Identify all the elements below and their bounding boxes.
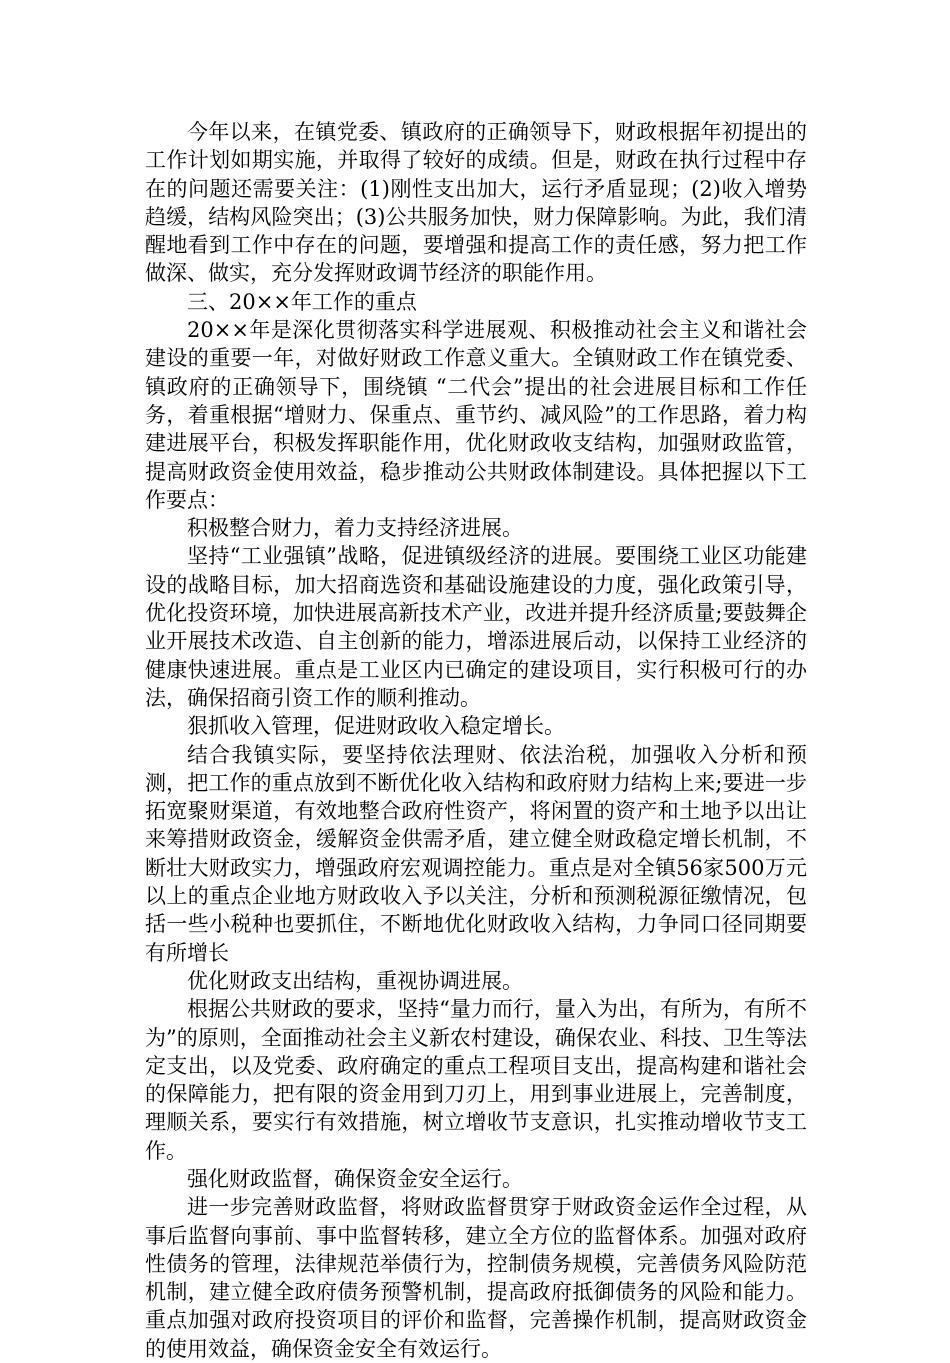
paragraph-year-overview: 20××年是深化贯彻落实科学进展观、积极推动社会主义和谐社会建设的重要一年，对做好财政工作意义重大。全镇财政工作在镇党委、镇政府的正确领导下，围绕镇 “二代会”提出的社会进展目标和工作任务，着重根据“增财力、保重点、重节约、减风险”的工作思路，着力构建进展平台，积极发挥职能作用，优化财政收支结构，加强财政监管，提高财政资金使用效益，稳步推动公共财政体制建设。具体把握以下工作要点： [145, 318, 807, 512]
section-heading-key-points: 三、20××年工作的重点 [187, 289, 417, 314]
paragraph-financial-supervision: 进一步完善财政监督，将财政监督贯穿于财政资金运作全过程，从事后监督向事前、事中监督转移，建立全方位的监督体系。加强对政府性债务的管理，法律规范举债行为，控制债务规模，完善债务风险防范机制，建立健全政府债务预警机制，提高政府抵御债务的风险和能力。重点加强对政府投资项目的评价和监督，完善操作机制，提高财政资金的使用效益，确保资金安全有效运行。 [145, 1195, 807, 1361]
subheading-integrate-finance: 积极整合财力，着力支持经济进展。 [187, 516, 523, 541]
paragraph-problems-summary: 今年以来，在镇党委、镇政府的正确领导下，财政根据年初提出的工作计划如期实施，并取得了较好的成绩。但是，财政在执行过程中存在的问题还需要关注：(1)刚性支出加大，运行矛盾显现；(2)收入增势趋缓，结构风险突出；(3)公共服务加快，财力保障影响。为此，我们清醒地看到工作中存在的问题，要增强和提高工作的责任感，努力把工作做深、做实，充分发挥财政调节经济的职能作用。 [145, 120, 807, 286]
paragraph-industry-strategy: 坚持“工业强镇”战略，促进镇级经济的进展。要围绕工业区功能建设的战略目标，加大招商选资和基础设施建设的力度，强化政策引导，优化投资环境，加快进展高新技术产业，改进并提升经济质量;要鼓舞企业开展技术改造、自主创新的能力，增添进展后动，以保持工业经济的健康快速进展。重点是工业区内已确定的建设项目，实行积极可行的办法，确保招商引资工作的顺利推动。 [145, 544, 807, 710]
paragraph-expenditure-structure: 根据公共财政的要求，坚持“量力而行，量入为出，有所为，有所不为”的原则，全面推动社会主义新农村建设，确保农业、科技、卫生等法定支出，以及党委、政府确定的重点工程项目支出，提高构建和谐社会的保障能力，把有限的资金用到刀刃上，用到事业进展上，完善制度，理顺关系，要实行有效措施，树立增收节支意识，扎实推动增收节支工作。 [145, 997, 807, 1163]
subheading-financial-supervision: 强化财政监督，确保资金安全运行。 [187, 1166, 523, 1191]
document-body [145, 118, 807, 1363]
paragraph-revenue-management: 结合我镇实际，要坚持依法理财、依法治税，加强收入分析和预测，把工作的重点放到不断优化收入结构和政府财力结构上来;要进一步拓宽聚财渠道，有效地整合政府性资产，将闲置的资产和土地予以出让来筹措财政资金，缓解资金供需矛盾，建立健全财政稳定增长机制，不断壮大财政实力，增强政府宏观调控能力。重点是对全镇56家500万元以上的重点企业地方财政收入予以关注，分析和预测税源征缴情况，包括一些小税种也要抓住，不断地优化财政收入结构，力争同口径同期要有所增长 [145, 742, 807, 965]
subheading-expenditure-structure: 优化财政支出结构，重视协调进展。 [187, 968, 523, 993]
subheading-revenue-management: 狠抓收入管理，促进财政收入稳定增长。 [187, 714, 565, 739]
